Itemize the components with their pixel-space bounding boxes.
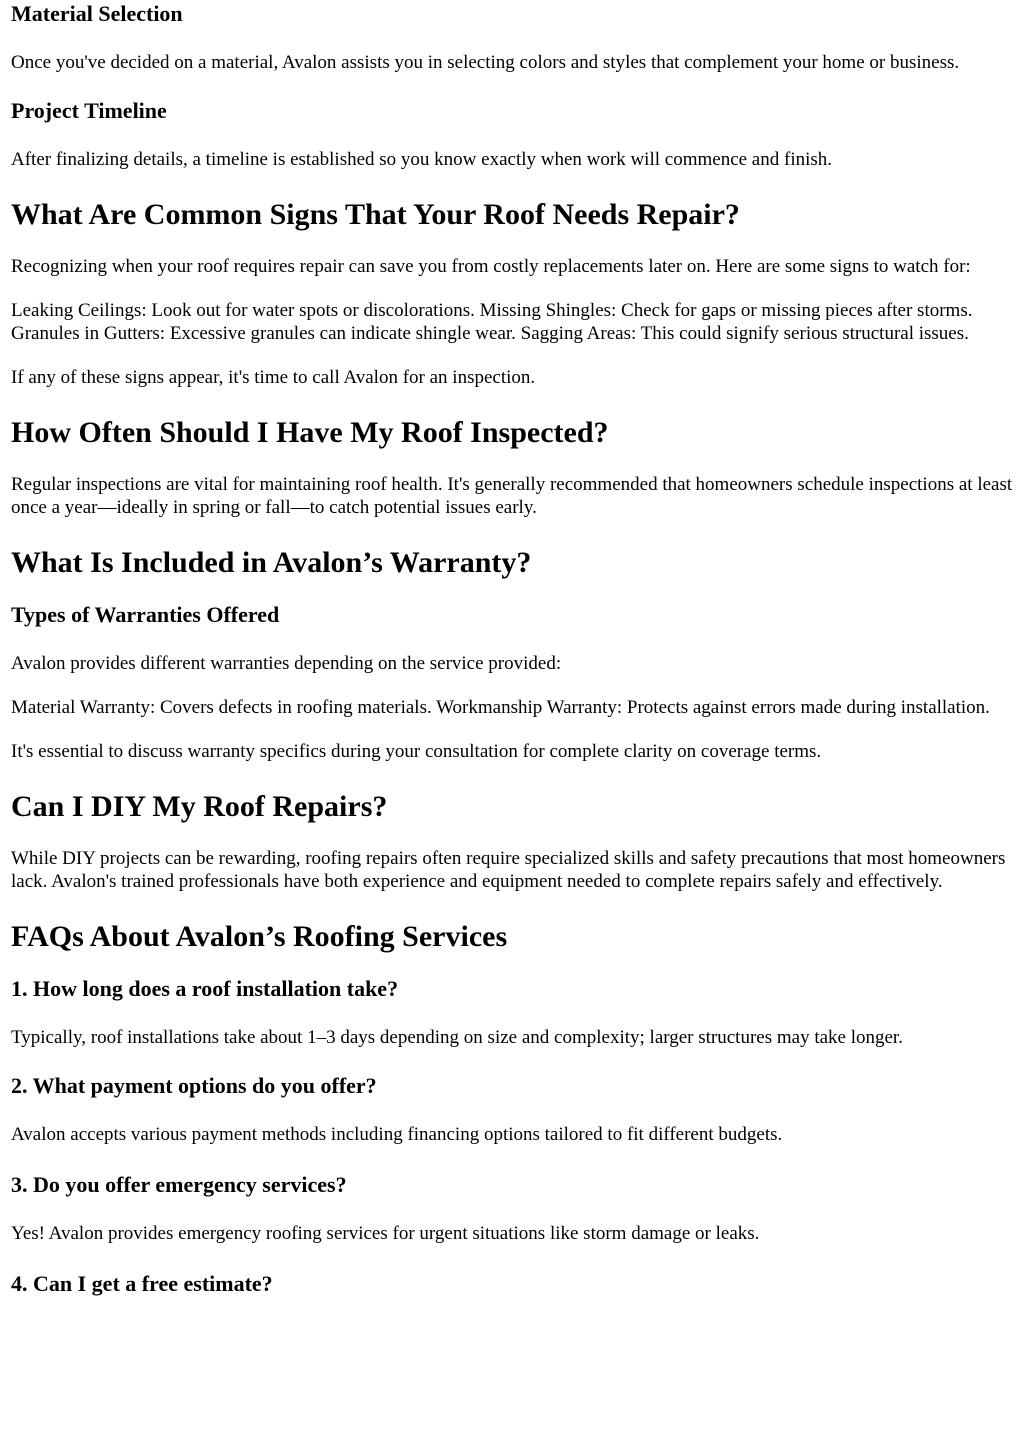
faq-question: 1. How long does a roof installation take? (11, 976, 399, 1001)
warranty-types-heading: Types of Warranties Offered (11, 602, 280, 627)
faq-question: 2. What payment options do you offer? (11, 1073, 377, 1098)
project-timeline-text: After finalizing details, a timeline is established so you know exactly when work will commence and finish. (11, 149, 833, 170)
project-timeline-heading: Project Timeline (11, 98, 167, 123)
faq-answer: Avalon accepts various payment methods including financing options tailored to fit different budgets. (11, 1124, 783, 1145)
roof-repair-signs-heading: What Are Common Signs That Your Roof Needs Repair? (11, 198, 740, 231)
faq-answer: Typically, roof installations take about 1–3 days depending on size and complexity; larger structures may take longer. (11, 1027, 903, 1048)
faq-answer: Yes! Avalon provides emergency roofing services for urgent situations like storm damage or leaks. (11, 1223, 760, 1244)
roof-repair-signs-outro: If any of these signs appear, it's time to call Avalon for an inspection. (11, 367, 536, 388)
faq-question: 3. Do you offer emergency services? (11, 1172, 347, 1197)
diy-text: While DIY projects can be rewarding, roofing repairs often require specialized skills and safety precautions that most homeowners lack. Avalon's trained professionals have both experience and equipment needed to complete repairs safely and effectively. (11, 848, 1006, 892)
roof-repair-signs-list: Leaking Ceilings: Look out for water spots or discolorations. Missing Shingles: Check for gaps or missing pieces after storms. Granules in Gutters: Excessive granules can indicate shingle wear. Sagging Areas: This could signify serious structural issues. (11, 300, 973, 344)
diy-heading: Can I DIY My Roof Repairs? (11, 790, 388, 823)
warranty-heading: What Is Included in Avalon’s Warranty? (11, 546, 532, 579)
warranty-list: Material Warranty: Covers defects in roofing materials. Workmanship Warranty: Protects against errors made during installation. (11, 697, 990, 718)
faqs-heading: FAQs About Avalon’s Roofing Services (11, 920, 508, 953)
material-selection-heading: Material Selection (11, 1, 183, 26)
warranty-intro: Avalon provides different warranties depending on the service provided: (11, 653, 562, 674)
warranty-outro: It's essential to discuss warranty specifics during your consultation for complete clarity on coverage terms. (11, 741, 822, 762)
faq-question: 4. Can I get a free estimate? (11, 1271, 273, 1296)
inspection-text: Regular inspections are vital for maintaining roof health. It's generally recommended that homeowners schedule inspections at least once a year—ideally in spring or fall—to catch potential issues early. (11, 474, 1013, 518)
roof-repair-signs-intro: Recognizing when your roof requires repair can save you from costly replacements later on. Here are some signs to watch for: (11, 256, 971, 277)
material-selection-text: Once you've decided on a material, Avalon assists you in selecting colors and styles that complement your home or business. (11, 52, 960, 73)
inspection-heading: How Often Should I Have My Roof Inspected? (11, 416, 609, 449)
